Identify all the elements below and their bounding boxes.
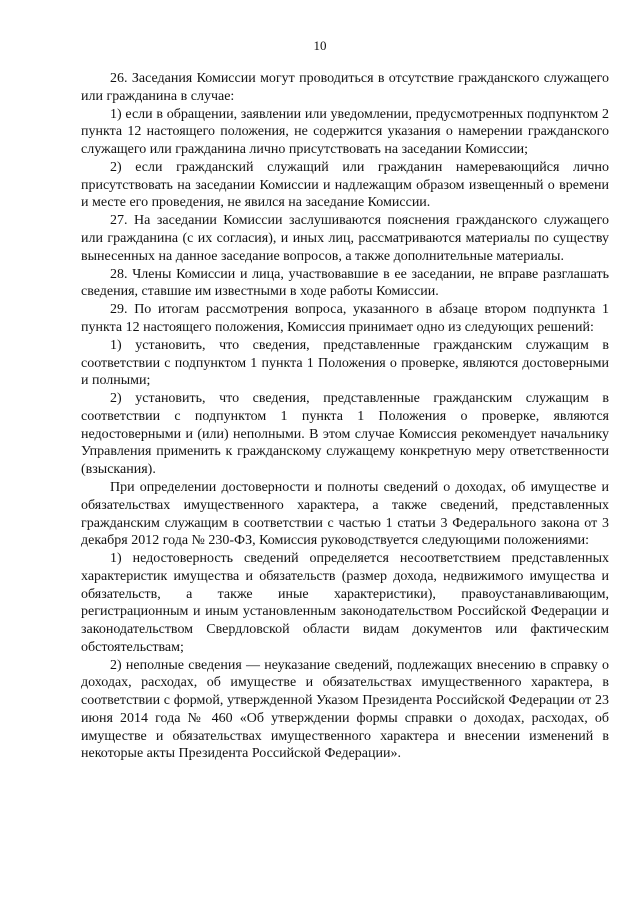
paragraph-26: 26. Заседания Комиссии могут проводиться в отсутствие гражданского служащего или гражданина в случае: [81, 71, 609, 104]
paragraph-29-criteria-item-1: 1) недостоверность сведений определяется несоответствием представленных характеристик имущества и обязательств (размер дохода, недвижимого имущества и обязательств, а также иные характеристики), правоустанавливающим, регистрационным и иным установленным законодательством Российской Федерации и законодательством Свердловской области видам документов или фактическим обстоятельствам; [81, 551, 609, 655]
document-body [81, 70, 609, 763]
paragraph-29: 29. По итогам рассмотрения вопроса, указанного в абзаце втором подпункта 1 пункта 12 настоящего положения, Комиссия принимает одно из следующих решений: [81, 302, 609, 335]
paragraph-29-criteria-intro: При определении достоверности и полноты сведений о доходах, об имуществе и обязательствах имущественного характера, а также сведений, представленных гражданским служащим в соответствии с частью 1 статьи 3 Федерального закона от 3 декабря 2012 года № 230-ФЗ, Комиссия руководствуется следующими положениями: [81, 480, 609, 549]
paragraph-29-criteria-item-2: 2) неполные сведения — неуказание сведений, подлежащих внесению в справку о доходах, расходах, об имуществе и обязательствах имущественного характера, в соответствии с формой, утвержденной Указом Президента Российской Федерации от 23 июня 2014 года № 460 «Об утверждении формы справки о доходах, расходах, об имуществе и обязательствах имущественного характера и внесении изменений в некоторые акты Президента Российской Федерации». [81, 657, 609, 762]
paragraph-28: 28. Члены Комиссии и лица, участвовавшие в ее заседании, не вправе разглашать сведения, ставшие им известными в ходе работы Комиссии. [81, 266, 609, 300]
paragraph-26-item-2: 2) если гражданский служащий или гражданин намеревающийся лично присутствовать на заседании Комиссии и надлежащим образом извещенный о времени и месте его проведения, не явился на заседание Комиссии. [81, 159, 609, 211]
page-number: 10 [313, 38, 327, 53]
paragraph-26-item-1: 1) если в обращении, заявлении или уведомлении, предусмотренных подпунктом 2 пункта 12 настоящего положения, не содержится указания о намерении гражданского служащего или гражданина лично присутствовать на заседании Комиссии; [81, 106, 609, 158]
paragraph-29-item-2: 2) установить, что сведения, представленные гражданским служащим в соответствии с подпунктом 1 пункта 1 Положения о проверке, являются недостоверными и (или) неполными. В этом случае Комиссия рекомендует начальнику Управления применить к гражданскому служащему конкретную меру ответственности (взыскания). [81, 391, 609, 478]
paragraph-29-item-1: 1) установить, что сведения, представленные гражданским служащим в соответствии с подпунктом 1 пункта 1 Положения о проверке, являются достоверными и полными; [81, 337, 609, 389]
paragraph-27: 27. На заседании Комиссии заслушиваются пояснения гражданского служащего или гражданина (с их согласия), и иных лиц, рассматриваются материалы по существу вынесенных на данное заседание вопросов, а также дополнительные материалы. [81, 213, 609, 264]
